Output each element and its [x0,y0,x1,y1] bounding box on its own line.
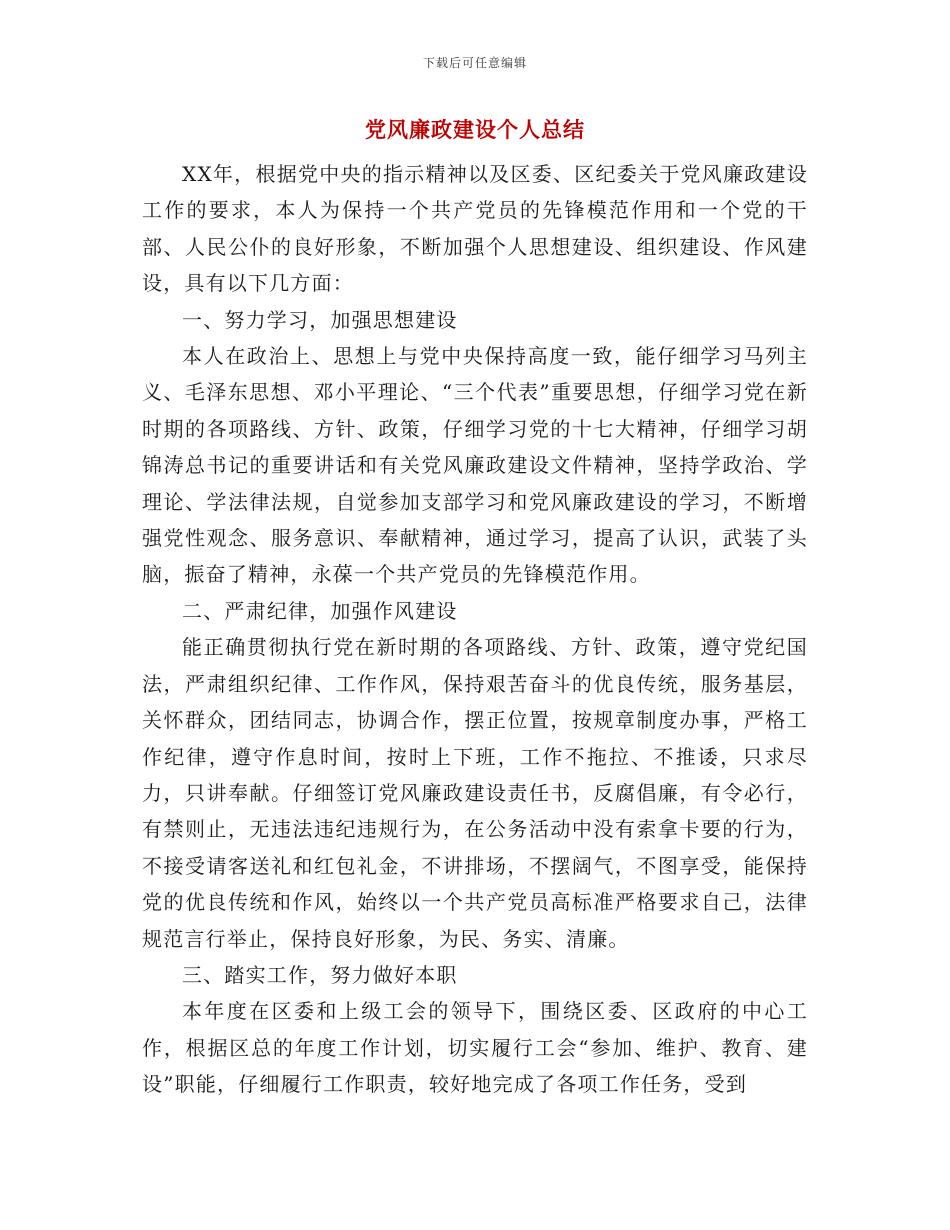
header-note: 下载后可任意编辑 [422,56,527,70]
work-paragraph: 本年度在区委和上级工会的领导下，围绕区委、区政府的中心工作，根据区总的年度工作计划，切实履行工会“参加、维护、教育、建设”职能，仔细履行工作职责，较好地完成了各项工作任务，受到 [142,999,808,1097]
section-heading-work: 三、踏实工作，努力做好本职 [182,962,458,987]
intro-paragraph: XX年，根据党中央的指示精神以及区委、区纪委关于党风廉政建设工作的要求，本人为保持一个共产党员的先锋模范作用和一个党的干部、人民公仆的良好形象，不断加强个人思想建设、组织建设、作风建设，具有以下几方面： [142,162,808,296]
document-title: 党风廉政建设个人总结 [365,117,585,142]
section-heading-discipline: 二、严肃纪律，加强作风建设 [182,598,458,623]
discipline-paragraph: 能正确贯彻执行党在新时期的各项路线、方针、政策，遵守党纪国法，严肃组织纪律、工作作风，保持艰苦奋斗的优良传统，服务基层，关怀群众，团结同志，协调合作，摆正位置，按规章制度办事，严格工作纪律，遵守作息时间，按时上下班，工作不拖拉、不推诿，只求尽力，只讲奉献。仔细签订党风廉政建设责任书，反腐倡廉，有令必行，有禁则止，无违法违纪违规行为，在公务活动中没有索拿卡要的行为，不接受请客送礼和红包礼金，不讲排场，不摆阔气，不图享受，能保持党的优良传统和作风，始终以一个共产党员高标准严格要求自己，法律规范言行举止，保持良好形象，为民、务实、清廉。 [142,635,808,951]
section-heading-study: 一、努力学习，加强思想建设 [182,307,458,332]
document-body [142,156,808,1103]
study-paragraph: 本人在政治上、思想上与党中央保持高度一致，能仔细学习马列主义、毛泽东思想、邓小平理论、“三个代表”重要思想，仔细学习党在新时期的各项路线、方针、政策，仔细学习党的十七大精神，仔细学习胡锦涛总书记的重要讲话和有关党风廉政建设文件精神，坚持学政治、学理论、学法律法规，自觉参加支部学习和党风廉政建设的学习，不断增强党性观念、服务意识、奉献精神，通过学习，提高了认识，武装了头脑，振奋了精神，永葆一个共产党员的先锋模范作用。 [142,344,808,587]
